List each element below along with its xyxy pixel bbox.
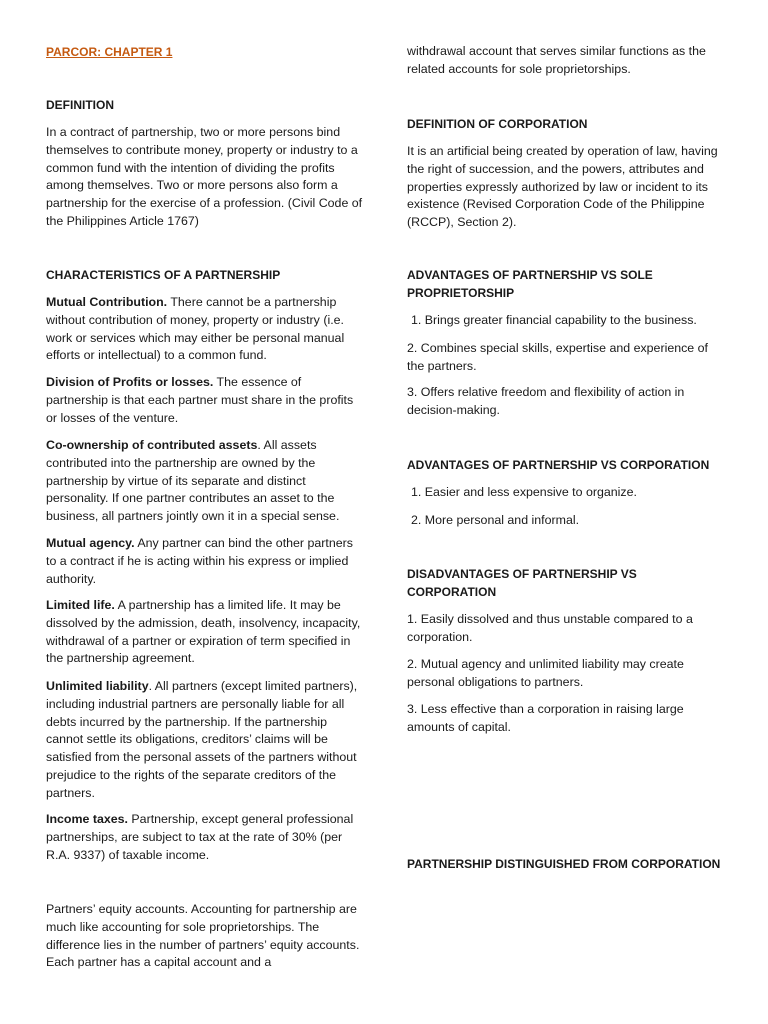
characteristic-term: Income taxes.: [46, 812, 128, 826]
characteristics-heading: CHARACTERISTICS OF A PARTNERSHIP: [46, 268, 281, 282]
advantages-corp-heading: ADVANTAGES OF PARTNERSHIP VS CORPORATION: [407, 458, 710, 472]
characteristic-text: . All partners (except limited partners), including industrial partners are personally liable for all debts incurred by the partnership. If the partnership cannot settle its obligations, creditors’ claims will be satisfied from the personal assets of the partners without prejudice to the rights of the separate creditors of the partners.: [46, 679, 358, 800]
equity-accounts-text: Partners’ equity accounts. Accounting for partnership are much like accounting for sole proprietorships. The difference lies in the number of partners’ equity accounts. Each partner has a capital account and a: [46, 902, 360, 970]
characteristic-item: [46, 374, 364, 427]
characteristic-item: [46, 294, 364, 365]
list-item: 2. Combines special skills, expertise and experience of the partners.: [407, 341, 708, 373]
list-item: 1. Brings greater financial capability to the business.: [411, 313, 697, 327]
characteristic-item: [46, 811, 364, 864]
characteristic-item: [46, 597, 364, 668]
page-title: PARCOR: CHAPTER 1: [46, 45, 173, 59]
advantages-sole-heading: ADVANTAGES OF PARTNERSHIP VS SOLE PROPRIETORSHIP: [407, 268, 653, 300]
characteristic-text: A partnership has a limited life. It may be dissolved by the admission, death, insolvency, incapacity, withdrawal of a partner or expiration of term specified in the partnership agreement.: [46, 598, 361, 666]
characteristic-term: Mutual Contribution.: [46, 295, 168, 309]
list-item: 3. Offers relative freedom and flexibility of action in decision-making.: [407, 385, 685, 417]
continuation-text: withdrawal account that serves similar functions as the related accounts for sole proprietorships.: [407, 44, 706, 76]
list-item: 1. Easily dissolved and thus unstable compared to a corporation.: [407, 612, 693, 644]
characteristic-term: Unlimited liability: [46, 679, 149, 693]
characteristic-text: . All assets contributed into the partnership are owned by the partnership by virtue of its separate and distinct personality. If one partner contributes an asset to the business, all partners jointly own it in a special sense.: [46, 438, 340, 524]
characteristic-text: Any partner can bind the other partners to a contract if he is acting within his express or implied authority.: [46, 536, 353, 586]
characteristic-term: Mutual agency.: [46, 536, 135, 550]
characteristic-text: Partnership, except general professional partnerships, are subject to tax at the rate of 30% (per R.A. 9337) of taxable income.: [46, 812, 354, 862]
corporation-definition-heading: DEFINITION OF CORPORATION: [407, 117, 588, 131]
characteristic-term: Co-ownership of contributed assets: [46, 438, 258, 452]
characteristic-term: Division of Profits or losses.: [46, 375, 214, 389]
list-item: 2. More personal and informal.: [411, 513, 580, 527]
characteristic-term: Limited life.: [46, 598, 115, 612]
list-item: 2. Mutual agency and unlimited liability may create personal obligations to partners.: [407, 657, 684, 689]
definition-heading: DEFINITION: [46, 98, 114, 112]
distinguished-heading: PARTNERSHIP DISTINGUISHED FROM CORPORATION: [407, 857, 721, 871]
characteristic-item: [46, 437, 364, 526]
characteristic-text: There cannot be a partnership without contribution of money, property or industry (i.e. work or services which may either be personal manual efforts or intellectual) to a common fund.: [46, 295, 345, 363]
characteristic-text: The essence of partnership is that each partner must share in the profits or losses of the venture.: [46, 375, 354, 425]
corporation-definition-text: It is an artificial being created by operation of law, having the right of succession, and the powers, attributes and properties expressly authorized by law or incident to its existence (Revised Corporation Code of the Philippine (RCCP), Section 2).: [407, 144, 718, 230]
characteristic-item: [46, 535, 364, 588]
characteristic-item: [46, 678, 364, 803]
definition-text: In a contract of partnership, two or more persons bind themselves to contribute money, property or industry to a common fund with the intention of dividing the profits among themselves. Two or more persons also form a partnership for the exercise of a profession. (Civil Code of the Philippines Article 1767): [46, 125, 363, 228]
list-item: 1. Easier and less expensive to organize.: [411, 485, 637, 499]
disadvantages-heading: DISADVANTAGES OF PARTNERSHIP VS CORPORATION: [407, 567, 637, 599]
list-item: 3. Less effective than a corporation in raising large amounts of capital.: [407, 702, 684, 734]
